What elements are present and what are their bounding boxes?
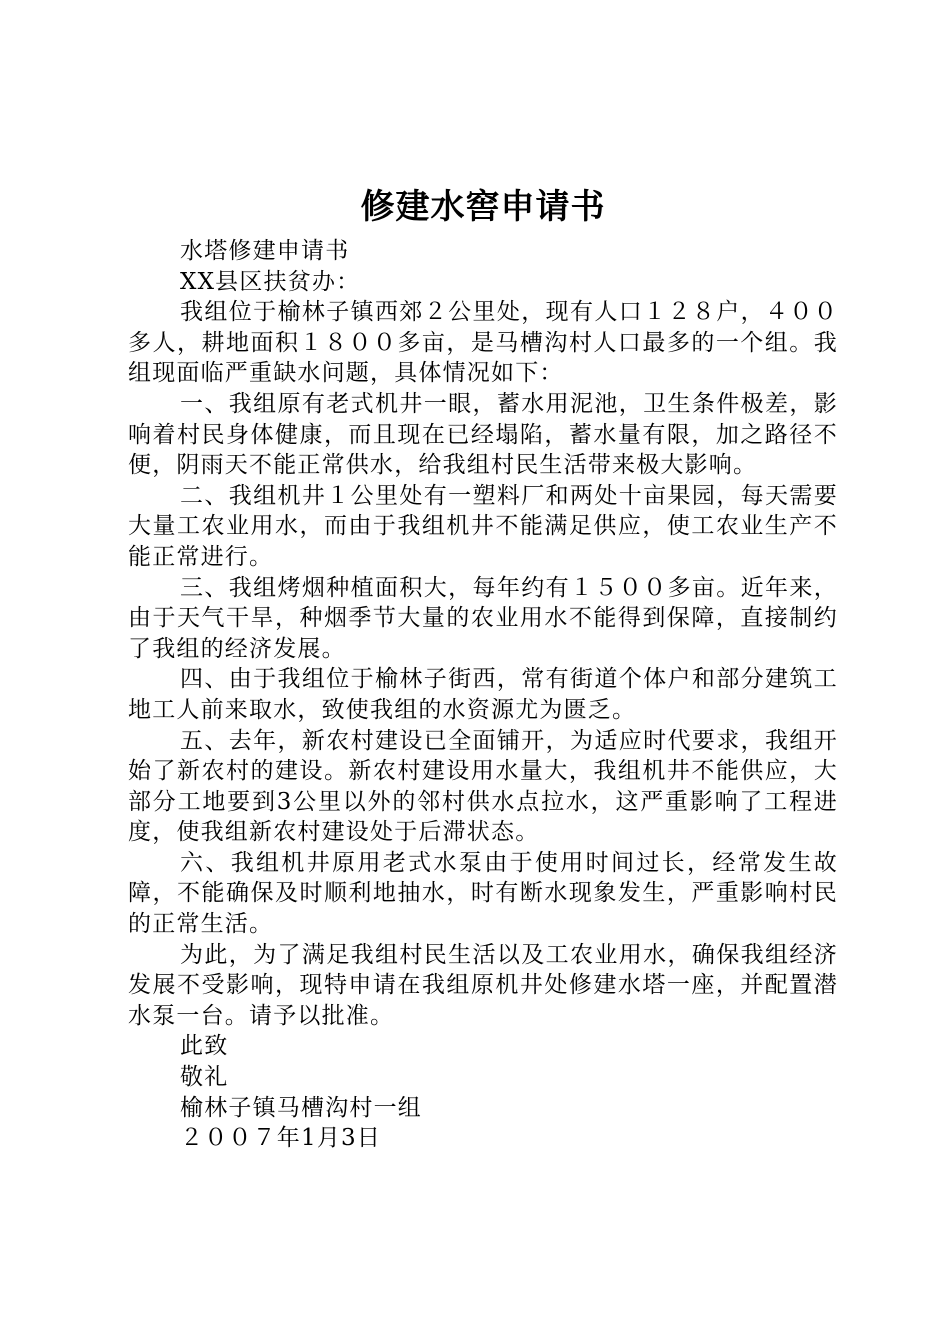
document-body: [128, 236, 838, 1154]
closing-greeting: 此致: [180, 1033, 229, 1060]
paragraph: 四、由于我组位于榆林子街西，常有街道个体户和部分建筑工地工人前来取水，致使我组的水资源尤为匮乏。: [128, 666, 838, 723]
document-subtitle: 水塔修建申请书: [180, 238, 350, 264]
paragraph: 为此，为了满足我组村民生活以及工农业用水，确保我组经济发展不受影响，现特申请在我组原机井处修建水塔一座，并配置潜水泵一台。请予以批准。: [128, 941, 838, 1029]
addressee: XX县区扶贫办：: [180, 268, 361, 295]
date: ２００７年1月3日: [180, 1125, 382, 1152]
paragraph: 五、去年，新农村建设已全面铺开，为适应时代要求，我组开始了新农村的建设。新农村建设用水量大，我组机井不能供应，大部分工地要到3公里以外的邻村供水点拉水，这严重影响了工程进度，使我组新农村建设处于后滞状态。: [128, 727, 838, 846]
document-title: 修建水窖申请书: [360, 187, 606, 227]
closing-salute: 敬礼: [180, 1064, 229, 1091]
signature: 榆林子镇马槽沟村一组: [180, 1094, 422, 1121]
paragraph: 二、我组机井１公里处有一塑料厂和两处十亩果园，每天需要大量工农业用水，而由于我组机井不能满足供应，使工农业生产不能正常进行。: [128, 482, 838, 570]
paragraph: 我组位于榆林子镇西郊２公里处，现有人口１２８户，４００多人，耕地面积１８００多亩，是马槽沟村人口最多的一个组。我组现面临严重缺水问题，具体情况如下：: [128, 299, 838, 387]
paragraph: 六、我组机井原用老式水泵由于使用时间过长，经常发生故障，不能确保及时顺利地抽水，时有断水现象发生，严重影响村民的正常生活。: [128, 849, 838, 938]
paragraph: 三、我组烤烟种植面积大，每年约有１５００多亩。近年来，由于天气干旱，种烟季节大量的农业用水不能得到保障，直接制约了我组的经济发展。: [128, 574, 838, 662]
paragraph: 一、我组原有老式机井一眼，蓄水用泥池，卫生条件极差，影响着村民身体健康，而且现在已经塌陷，蓄水量有限，加之路径不便，阴雨天不能正常供水，给我组村民生活带来极大影响。: [128, 390, 838, 479]
